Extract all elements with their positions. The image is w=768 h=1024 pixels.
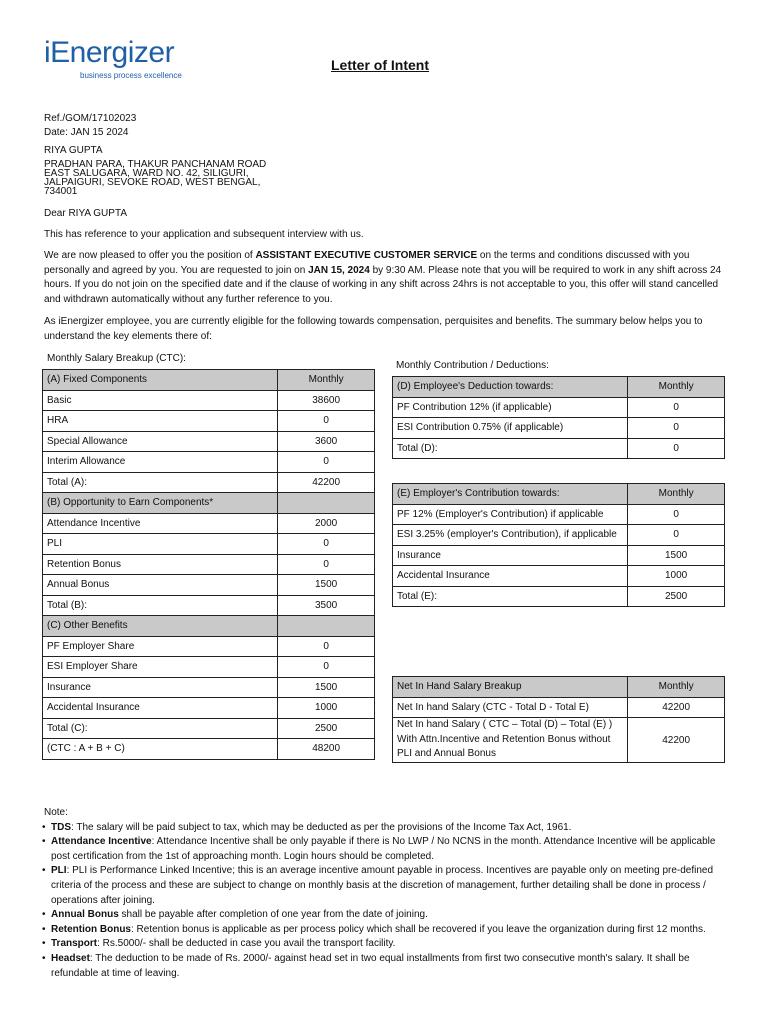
row-value: 2500 xyxy=(278,718,375,739)
row-value: 1500 xyxy=(278,677,375,698)
table-row xyxy=(43,575,375,596)
row-value: Monthly xyxy=(278,370,375,391)
note-term: Attendance Incentive xyxy=(51,836,152,848)
row-label: PF 12% (Employer's Contribution) if applicable xyxy=(393,504,628,525)
row-label: (CTC : A + B + C) xyxy=(43,739,278,760)
row-label: Net In hand Salary (CTC - Total D - Total E) xyxy=(393,697,628,718)
table-header-row xyxy=(43,616,375,637)
table-row xyxy=(43,636,375,657)
row-label: (C) Other Benefits xyxy=(43,616,278,637)
note-item xyxy=(44,923,734,938)
table-row xyxy=(393,418,725,439)
row-label: ESI 3.25% (employer's Contribution), if applicable xyxy=(393,525,628,546)
page-title: Letter of Intent xyxy=(331,57,429,73)
table-row xyxy=(393,586,725,607)
notes-list xyxy=(44,821,734,982)
note-text: : Attendance Incentive shall be only payable if there is No LWP / No NCNS in the month. Attendance Incentive will be applicable post certification from the 1st of approaching month. Login hours should be completed. xyxy=(51,836,716,862)
intro-paragraph: This has reference to your application and subsequent interview with us. xyxy=(44,229,364,240)
row-value: 38600 xyxy=(278,390,375,411)
joining-date: JAN 15, 2024 xyxy=(308,264,370,276)
row-label: Total (C): xyxy=(43,718,278,739)
row-value: 42200 xyxy=(628,718,725,763)
note-term: TDS xyxy=(51,821,71,833)
reference-number: Ref./GOM/17102023 xyxy=(44,113,137,124)
row-label: PF Employer Share xyxy=(43,636,278,657)
row-label: Special Allowance xyxy=(43,431,278,452)
recipient-name: RIYA GUPTA xyxy=(44,145,103,156)
table-row xyxy=(43,452,375,473)
table-header-row xyxy=(393,677,725,698)
row-value: 0 xyxy=(628,438,725,459)
note-text: shall be payable after completion of one year from the date of joining. xyxy=(118,909,428,921)
address-line: EAST SALUGARA, WARD NO. 42, SILIGURI, xyxy=(44,168,249,179)
row-label: PF Contribution 12% (if applicable) xyxy=(393,397,628,418)
offer-text: on the terms and conditions discussed with you personally and agreed by you. You are requested to join on xyxy=(44,250,690,276)
row-value: Monthly xyxy=(628,377,725,398)
row-value: 0 xyxy=(278,534,375,555)
salutation: Dear RIYA GUPTA xyxy=(44,208,127,219)
row-label: (A) Fixed Components xyxy=(43,370,278,391)
table-row xyxy=(393,718,725,763)
note-item xyxy=(44,908,734,923)
recipient-address xyxy=(44,160,266,196)
offer-text: We are now pleased to offer you the position of xyxy=(44,250,256,261)
row-value: 0 xyxy=(278,554,375,575)
note-item xyxy=(44,864,734,908)
note-text: : Retention bonus is applicable as per process policy which shall be recovered if you leave the organization during first 12 months. xyxy=(131,923,706,935)
row-label: Total (A): xyxy=(43,472,278,493)
salary-breakup-table xyxy=(42,369,375,760)
row-label: Attendance Incentive xyxy=(43,513,278,534)
salary-caption: Monthly Salary Breakup (CTC): xyxy=(47,353,186,364)
address-line: PRADHAN PARA, THAKUR PANCHANAM ROAD xyxy=(44,159,267,170)
table-row xyxy=(393,397,725,418)
note-text: : PLI is Performance Linked Incentive; this is an average incentive amount payable in process. Incentives are payable only on meeting pre-defined criteria of the process and these are subject to change on monthly basis at the discretion of management, further detailing shall be done in process / operations after joining. xyxy=(51,865,714,906)
note-term: Headset xyxy=(51,952,90,964)
row-value: 1500 xyxy=(628,545,725,566)
table-header-row xyxy=(393,377,725,398)
letter-date: Date: JAN 15 2024 xyxy=(44,127,129,138)
note-term: Annual Bonus xyxy=(51,909,119,921)
table-header-row xyxy=(43,370,375,391)
table-row xyxy=(393,566,725,587)
note-item xyxy=(44,821,734,836)
table-row xyxy=(43,472,375,493)
table-row xyxy=(393,438,725,459)
row-value: 0 xyxy=(628,418,725,439)
table-row xyxy=(43,595,375,616)
row-value: 1500 xyxy=(278,575,375,596)
row-label: Basic xyxy=(43,390,278,411)
row-label: Net In Hand Salary Breakup xyxy=(393,677,628,698)
row-value: 0 xyxy=(278,657,375,678)
table-row xyxy=(43,390,375,411)
row-value: 1000 xyxy=(628,566,725,587)
row-label: ESI Employer Share xyxy=(43,657,278,678)
position-title: ASSISTANT EXECUTIVE CUSTOMER SERVICE xyxy=(255,250,478,261)
row-value: 3600 xyxy=(278,431,375,452)
notes-heading: Note: xyxy=(44,807,68,818)
note-item xyxy=(44,952,734,981)
row-value: 48200 xyxy=(278,739,375,760)
table-row xyxy=(43,718,375,739)
table-row xyxy=(43,698,375,719)
row-label: Annual Bonus xyxy=(43,575,278,596)
note-term: Transport xyxy=(51,938,98,950)
row-label: (B) Opportunity to Earn Components* xyxy=(43,493,278,514)
note-term: PLI xyxy=(51,865,67,877)
row-value: 0 xyxy=(278,452,375,473)
row-label: Retention Bonus xyxy=(43,554,278,575)
row-label: Interim Allowance xyxy=(43,452,278,473)
employee-deduction-table xyxy=(392,376,725,459)
row-label: Total (B): xyxy=(43,595,278,616)
row-label: (E) Employer's Contribution towards: xyxy=(393,484,628,505)
row-value xyxy=(278,493,375,514)
row-label: HRA xyxy=(43,411,278,432)
table-row xyxy=(43,554,375,575)
row-value: 0 xyxy=(278,411,375,432)
row-value: 42200 xyxy=(628,697,725,718)
eligibility-paragraph: As iEnergizer employee, you are currently eligible for the following towards compensation, perquisites and benefits. The summary below helps you to understand the key elements there of: xyxy=(44,316,703,342)
company-tagline: business process excellence xyxy=(80,71,182,80)
table-header-row xyxy=(393,484,725,505)
offer-text: by 9:30 AM. Please note that you will be required to work in any shift across 24 hours. If you do not join on the specified date and if the clause of working in any shift across 24hrs is not acceptable to you, this offer will stand cancelled and withdrawn automatically without any further reference to you. xyxy=(44,264,722,305)
row-value xyxy=(278,616,375,637)
offer-paragraph xyxy=(44,249,724,307)
row-label: Total (D): xyxy=(393,438,628,459)
table-row xyxy=(393,697,725,718)
row-value: 3500 xyxy=(278,595,375,616)
table-row xyxy=(43,534,375,555)
row-label: Total (E): xyxy=(393,586,628,607)
employer-contribution-table xyxy=(392,483,725,607)
table-row xyxy=(393,545,725,566)
deduction-caption: Monthly Contribution / Deductions: xyxy=(396,360,549,371)
address-line: 734001 xyxy=(44,186,78,197)
row-value: 2500 xyxy=(628,586,725,607)
table-row xyxy=(43,657,375,678)
net-salary-table xyxy=(392,676,725,763)
row-value: 0 xyxy=(628,397,725,418)
note-text: : The salary will be paid subject to tax, which may be deducted as per the provisions of the Income Tax Act, 1961. xyxy=(71,821,572,833)
table-row xyxy=(43,677,375,698)
row-value: 1000 xyxy=(278,698,375,719)
row-label: (D) Employee's Deduction towards: xyxy=(393,377,628,398)
address-line: JALPAIGURI, SEVOKE ROAD, WEST BENGAL, xyxy=(44,177,261,188)
note-text: : The deduction to be made of Rs. 2000/- against head set in two equal installments from first two consecutive month's salary. It shall be refundable at time of leaving. xyxy=(51,952,690,979)
row-label: Insurance xyxy=(43,677,278,698)
note-item xyxy=(44,937,734,952)
company-logo: iEnergizer xyxy=(44,36,175,69)
table-row xyxy=(393,504,725,525)
row-value: 0 xyxy=(628,525,725,546)
row-label: Accidental Insurance xyxy=(43,698,278,719)
table-row xyxy=(393,525,725,546)
note-term: Retention Bonus xyxy=(51,923,131,935)
row-value: Monthly xyxy=(628,484,725,505)
table-row xyxy=(43,431,375,452)
notes-section xyxy=(44,806,734,981)
row-value: 0 xyxy=(278,636,375,657)
row-value: 0 xyxy=(628,504,725,525)
table-row xyxy=(43,411,375,432)
row-label: Net In hand Salary ( CTC – Total (D) – Total (E) ) With Attn.Incentive and Retention Bonus without PLI and Annual Bonus xyxy=(393,718,628,763)
row-value: 42200 xyxy=(278,472,375,493)
row-label: Accidental Insurance xyxy=(393,566,628,587)
table-row xyxy=(43,739,375,760)
row-value: 2000 xyxy=(278,513,375,534)
row-label: PLI xyxy=(43,534,278,555)
row-label: Insurance xyxy=(393,545,628,566)
row-label: ESI Contribution 0.75% (if applicable) xyxy=(393,418,628,439)
note-text: : Rs.5000/- shall be deducted in case you avail the transport facility. xyxy=(97,938,396,950)
table-row xyxy=(43,513,375,534)
table-header-row xyxy=(43,493,375,514)
note-item xyxy=(44,835,734,864)
row-value: Monthly xyxy=(628,677,725,698)
